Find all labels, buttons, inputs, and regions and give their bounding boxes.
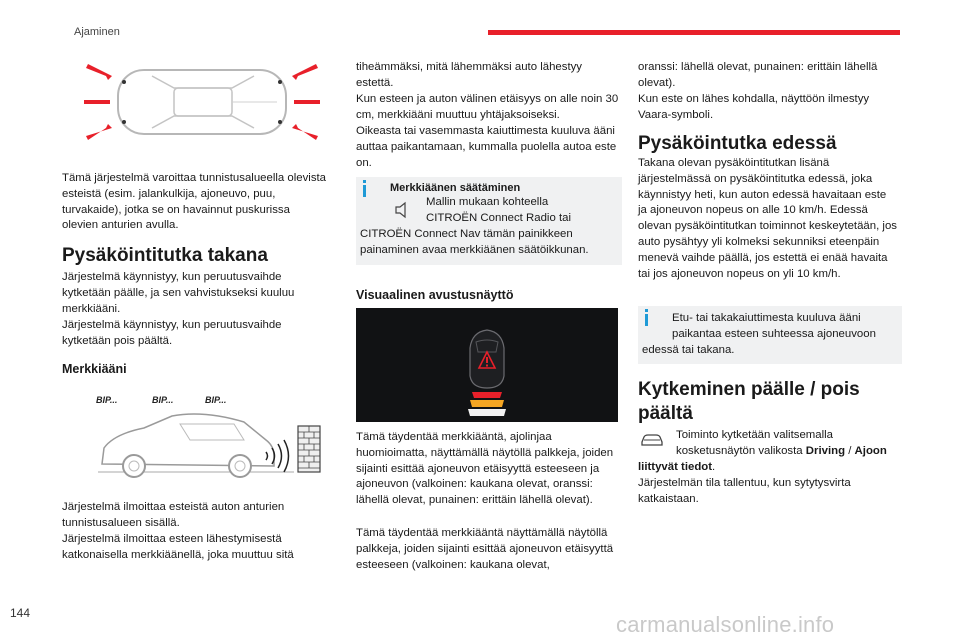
info-icon	[363, 185, 366, 197]
intro-text: Tämä järjestelmä varoittaa tunnistusalueella olevista esteistä (esim. jalankulkija, ajoneuvo, puu, turvakaide), jotka se on havainnut puskurissa olevien anturien avulla.	[62, 172, 327, 232]
header-accent-bar	[488, 30, 900, 35]
sound-settings-note	[356, 177, 622, 265]
car-icon	[640, 432, 664, 448]
onoff-line-2: kosketusnäytön valikosta	[676, 445, 806, 457]
rear-radar-heading: Pysäköintitutka takana	[62, 245, 268, 266]
col2-paragraph-1: tiheämmäksi, mitä lähemmäksi auto lähestyy estettä.	[356, 61, 582, 89]
onoff-line-1: Toiminto kytketään valitsemalla	[676, 429, 834, 441]
note-line-1: Etu- tai takakaiuttimesta kuuluva ääni	[672, 312, 861, 324]
speaker-icon	[394, 201, 410, 219]
parking-screen-image	[356, 308, 618, 422]
watermark: carmanualsonline.info	[616, 612, 835, 637]
car-beep-illustration	[94, 412, 326, 484]
speaker-note	[638, 306, 902, 364]
onoff-paragraph-2: Järjestelmän tila tallentuu, kun sytytysvirta katkaistaan.	[638, 477, 851, 505]
beep-paragraph-2: Järjestelmä ilmoittaa esteen lähestymisestä katkonaisella merkkiäänellä, joka muuttuu sitä	[62, 533, 294, 561]
col3-paragraph-1: oranssi: lähellä olevat, punainen: erittäin lähellä olevat).	[638, 61, 878, 89]
menu-dot: .	[712, 461, 716, 473]
col2-paragraph-2: Kun esteen ja auton välinen etäisyys on alle noin 30 cm, merkkiääni muuttuu yhtäjaksoiseksi.	[356, 93, 619, 121]
col2-paragraph-3: Oikeasta tai vasemmasta kaiuttimesta kuuluva ääni auttaa paikantamaan, kummalla puolella autoa este on.	[356, 125, 617, 169]
rear-paragraph-1: Järjestelmä käynnistyy, kun peruutusvaihde kytketään päälle, ja sen vahvistukseksi kuuluu merkkiääni.	[62, 271, 295, 315]
menu-separator: /	[845, 445, 855, 457]
note-line-1: Mallin mukaan kohteella	[426, 196, 549, 208]
note-line-2: paikantaa esteen suhteessa ajoneuvoon	[672, 328, 876, 340]
onoff-heading-line1: Kytkeminen päälle / pois	[638, 379, 860, 400]
note-line-2: CITROËN Connect Radio tai	[426, 212, 571, 224]
info-icon	[645, 314, 648, 326]
note-rest: edessä tai takana.	[642, 344, 735, 356]
col3-paragraph-2: Kun este on lähes kohdalla, näyttöön ilmestyy Vaara-symboli.	[638, 93, 870, 121]
page-number: 144	[10, 606, 31, 620]
beep-heading: Merkkiääni	[62, 362, 127, 376]
section-label: Ajaminen	[74, 26, 120, 38]
car-sensor-diagram	[82, 58, 322, 146]
menu-liittyvat-tiedot: liittyvät tiedot	[638, 461, 713, 473]
beep-label: BIP...	[96, 395, 118, 405]
visual-paragraph-1: Tämä täydentää merkkiääntä, ajolinjaa huomioimatta, näyttämällä näytöllä palkkeja, joiden sijainti esittää ajoneuvon etäisyyttä esteeseen ja ajoneuvon (valkoinen: kaukana olevat, oranssi: lähellä olevat, punainen: erittäin lähellä olevat).	[356, 431, 614, 507]
beep-label: BIP...	[205, 395, 227, 405]
beep-paragraph-1: Järjestelmä ilmoittaa esteistä auton anturien tunnistusalueen sisällä.	[62, 501, 285, 529]
onoff-heading-line2: päältä	[638, 403, 693, 424]
visual-assist-heading: Visuaalinen avustusnäyttö	[356, 288, 514, 302]
visual-paragraph-2: Tämä täydentää merkkiääntä näyttämällä näytöllä palkkeja, joiden sijainti esittää ajoneuvon etäisyyttä esteeseen (valkoinen: kaukana olevat,	[356, 527, 614, 571]
front-radar-heading: Pysäköintutka edessä	[638, 133, 837, 154]
beep-label: BIP...	[152, 395, 174, 405]
rear-paragraph-2: Järjestelmä käynnistyy, kun peruutusvaihde kytketään pois päältä.	[62, 319, 282, 347]
menu-ajoon: Ajoon	[854, 445, 887, 457]
menu-driving: Driving	[805, 445, 846, 457]
note-title: Merkkiäänen säätäminen	[390, 182, 521, 194]
note-rest: CITROËN Connect Nav tämän painikkeen painaminen avaa merkkiäänen säätöikkunan.	[360, 228, 589, 256]
front-paragraph: Takana olevan pysäköintitutkan lisänä järjestelmässä on pysäköintitutka edessä, joka käynnistyy heti, kun auton edessä havaitaan este ja ajoneuvon nopeus on alle 10 km/h. Edessä olevan pysäköintitutkan toiminnot keskeytetään, jos auto pysähtyy yli kolmeksi sekunniksi eteenpäin menevä vaihde päällä, jos estettä ei enää havaita tai jos ajoneuvon nopeus on yli 10 km/h.	[638, 157, 897, 280]
